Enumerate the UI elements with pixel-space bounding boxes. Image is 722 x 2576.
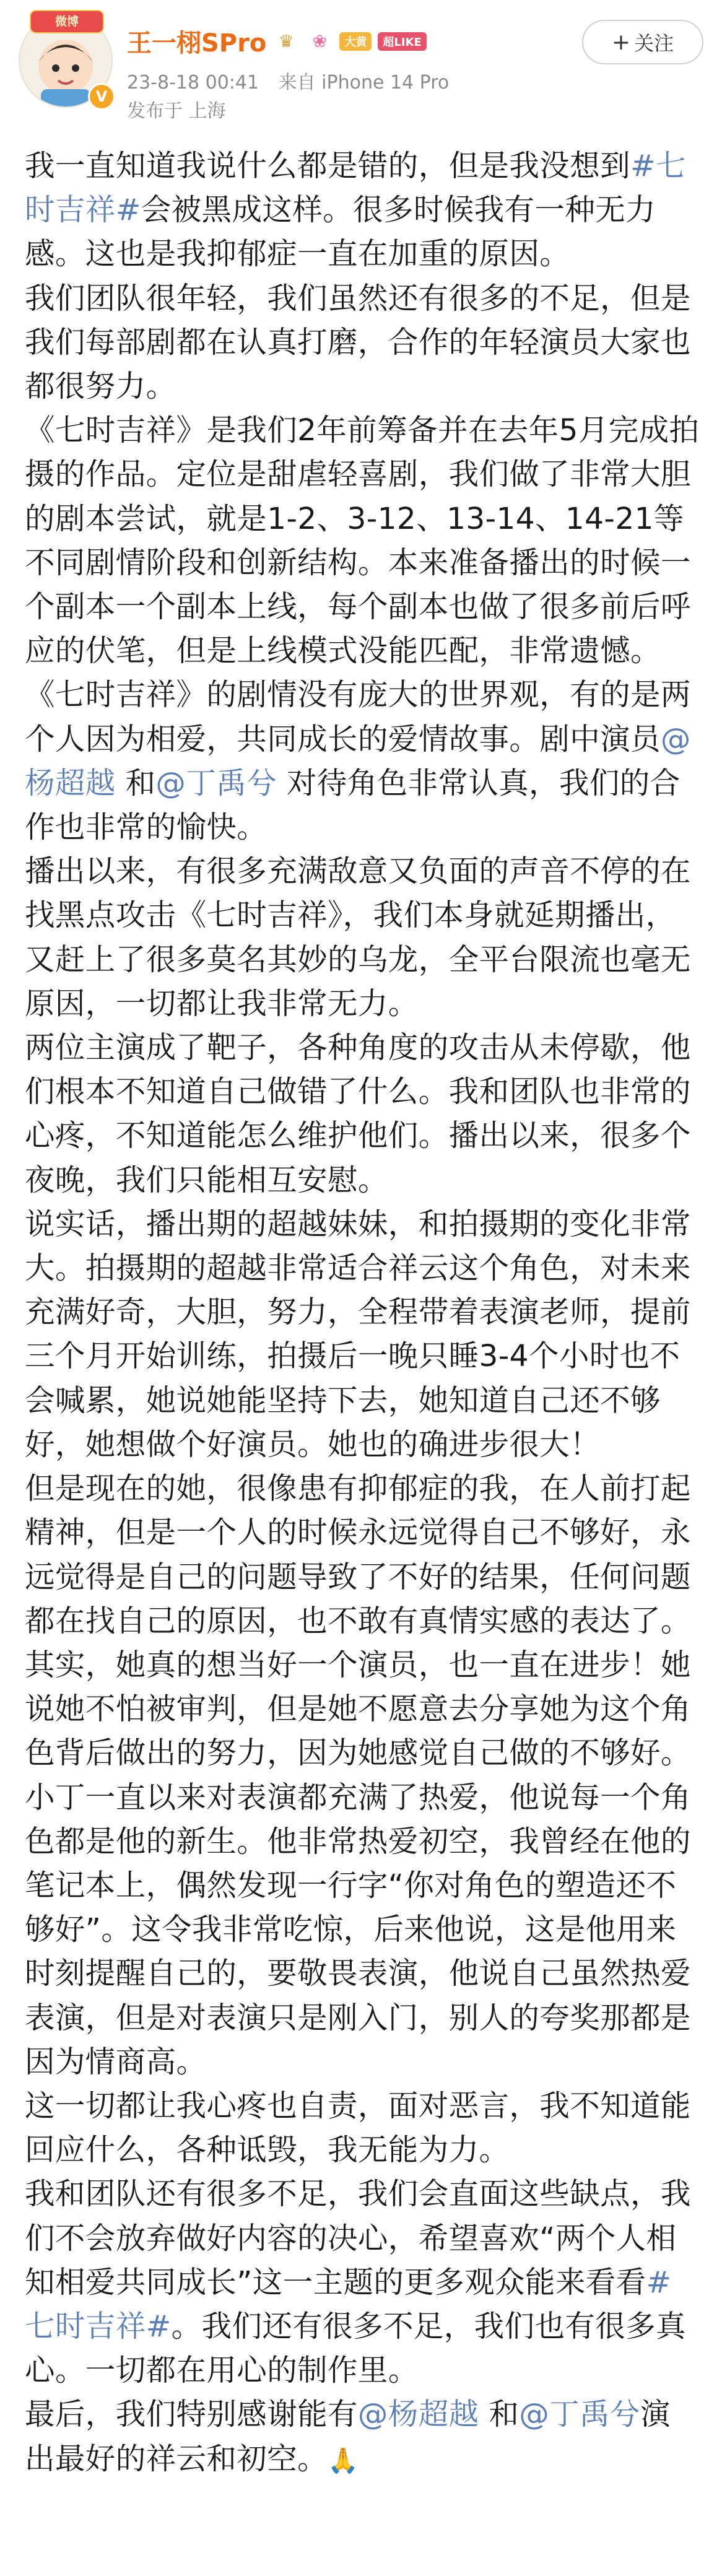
text: 。我们还有很多不足，我们也有很多真心。一切都在用心的制作里。 xyxy=(25,2308,686,2388)
text: 我和团队还有很多不足，我们会直面这些缺点，我们不会放弃做好内容的决心，希望喜欢“两个人相知相爱共同成长”这一主题的更多观众能来看看 xyxy=(25,2177,691,2300)
paragraph-1 xyxy=(25,144,700,277)
verified-icon: V xyxy=(88,83,115,110)
text: 对待角色非常认真，我们的合作也非常的愉快。 xyxy=(25,765,681,845)
text: 《七时吉祥》的剧情没有庞大的世界观，有的是两个人因为相爱，共同成长的爱情故事。剧中演员 xyxy=(25,677,691,757)
hashtag-link[interactable]: #七时吉祥# xyxy=(25,2265,672,2344)
plus-icon: + xyxy=(611,29,631,55)
mention-link[interactable]: @杨超越 xyxy=(25,721,691,801)
paragraph-12 xyxy=(25,2393,700,2482)
avatar-badge: 微博 xyxy=(30,10,104,33)
mention-link[interactable]: @杨超越 xyxy=(357,2397,479,2432)
text: 我一直知道我说什么都是错的，但是我没想到 xyxy=(25,149,631,183)
vip-badge[interactable]: 大黄 xyxy=(339,32,372,51)
hashtag-link[interactable]: #七时吉祥# xyxy=(25,149,686,228)
crown-icon[interactable]: ♛ xyxy=(278,31,294,51)
text: 最后，我们特别感谢能有 xyxy=(25,2397,358,2432)
text: 和 xyxy=(479,2397,520,2432)
heart-badge-icon[interactable]: ❀ xyxy=(312,31,328,51)
follow-label: 关注 xyxy=(634,32,674,55)
timestamp: 23-8-18 00:41 xyxy=(127,72,259,94)
paragraph-8: 但是现在的她，很像患有抑郁症的我，在人前打起精神，但是一个人的时候永远觉得自己不够好，永远觉得是自己的问题导致了不好的结果，任何问题都在找自己的原因，也不敢有真情实感的表达了。其实，她真的想当好一个演员，也一直在进步！她说她不怕被审判，但是她不愿意去分享她为这个角色背后做出的努力，因为她感觉自己做的不够好。 xyxy=(25,1471,691,1771)
follow-button[interactable] xyxy=(582,20,703,64)
text: 演出最好的祥云和初空。 xyxy=(25,2397,671,2476)
avatar[interactable] xyxy=(19,14,113,108)
paragraph-6: 两位主演成了靶子，各种角度的攻击从未停歇，他们根本不知道自己做错了什么。我和团队也非常的心疼，不知道能怎么维护他们。播出以来，很多个夜晚，我们只能相互安慰。 xyxy=(25,1030,691,1198)
name-row xyxy=(127,24,427,59)
source-device: 来自 iPhone 14 Pro xyxy=(278,72,450,94)
post-location: 发布于 上海 xyxy=(127,100,226,122)
username[interactable]: 王一栩SPro xyxy=(127,29,267,58)
like-badge[interactable]: 超LIKE xyxy=(378,32,426,51)
paragraph-5: 播出以来，有很多充满敌意又负面的声音不停的在找黑点攻击《七时吉祥》，我们本身就延期播出，又赶上了很多莫名其妙的乌龙，全平台限流也毫无原因，一切都让我非常无力。 xyxy=(25,854,691,1021)
mention-link[interactable]: @丁禹兮 xyxy=(519,2397,640,2432)
paragraph-7: 说实话，播出期的超越妹妹，和拍摄期的变化非常大。拍摄期的超越非常适合祥云这个角色，对未来充满好奇，大胆，努力，全程带着表演老师，提前三个月开始训练，拍摄后一晚只睡3-4个小时也不会喊累，她说她能坚持下去，她知道自己还不够好，她想做个好演员。她也的确进步很大！ xyxy=(25,1206,691,1462)
mention-link[interactable]: @丁禹兮 xyxy=(155,765,277,801)
paragraph-3: 《七时吉祥》是我们2年前筹备并在去年5月完成拍摄的作品。定位是甜虐轻喜剧，我们做了非常大胆的剧本尝试，就是1-2、3-12、13-14、14-21等不同剧情阶段和创新结构。本来准备播出的时候一个副本一个副本上线，每个副本也做了很多前后呼应的伏笔，但是上线模式没能匹配，非常遗憾。 xyxy=(25,413,700,669)
text: 和 xyxy=(115,765,156,801)
post-body xyxy=(25,144,700,2483)
post-meta xyxy=(127,67,449,94)
paragraph-4 xyxy=(25,673,700,850)
paragraph-10: 这一切都让我心疼也自责，面对恶言，我不知道能回应什么，各种诋毁，我无能为力。 xyxy=(25,2088,691,2168)
pray-emoji-icon: 🙏 xyxy=(328,2446,359,2475)
paragraph-11 xyxy=(25,2172,700,2393)
paragraph-9: 小丁一直以来对表演都充满了热爱，他说每一个角色都是他的新生。他非常热爱初空，我曾经在他的笔记本上，偶然发现一行字“你对角色的塑造还不够好”。这令我非常吃惊，后来他说，这是他用来时刻提醒自己的，要敬畏表演，他说自己虽然热爱表演，但是对表演只是刚入门，别人的夸奖那都是因为情商高。 xyxy=(25,1780,691,2079)
text: 会被黑成这样。很多时候我有一种无力感。这也是我抑郁症一直在加重的原因。 xyxy=(25,193,656,272)
paragraph-2: 我们团队很年轻，我们虽然还有很多的不足，但是我们每部剧都在认真打磨，合作的年轻演员大家也都很努力。 xyxy=(25,281,691,404)
post-header xyxy=(0,0,722,139)
